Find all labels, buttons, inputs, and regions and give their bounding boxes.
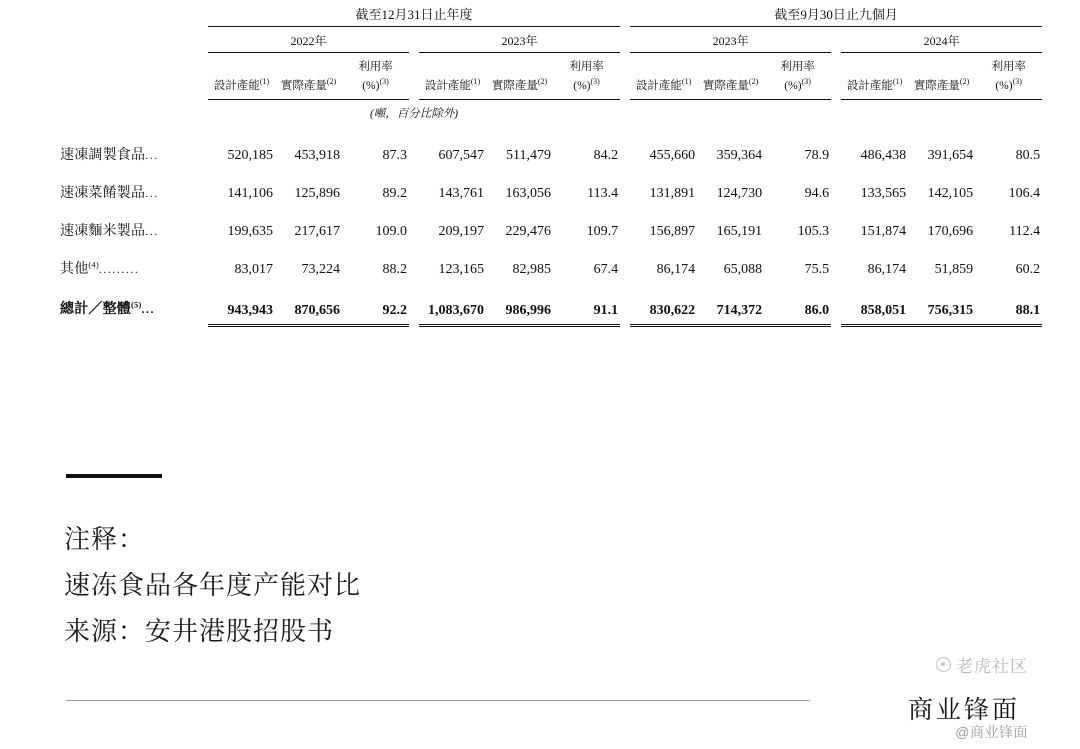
cell-value: 141,106 (227, 186, 273, 202)
col-label: 設計產能 (213, 80, 260, 93)
col-label: 實際產量 (702, 80, 749, 93)
cell-value: 714,372 (697, 287, 764, 325)
unit-note: (噸，百分比除外) (369, 108, 459, 121)
row-label-noodles-rice (60, 211, 208, 249)
cell-value: 1,083,670 (419, 287, 486, 325)
col-header-design-capacity-2024n (841, 53, 908, 100)
cell-value: 511,479 (506, 148, 551, 164)
spacer-cell (409, 287, 419, 325)
spacer-cell (60, 53, 208, 100)
spacer-cell (620, 135, 630, 173)
cell-value: 86.0 (764, 287, 831, 325)
row-label-dots: ... (145, 224, 159, 239)
cell-value: 455,660 (649, 148, 696, 164)
table-group-header-row (60, 4, 1042, 27)
cell-value: 131,891 (649, 186, 696, 202)
row-label-dots: ... (145, 148, 159, 163)
group-header-nine-months: 截至9月30日止九個月 (630, 4, 1042, 27)
notes-line-1: 速冻食品各年度产能对比 (64, 570, 362, 600)
cell-value: 60.2 (1015, 262, 1041, 278)
cell-value: 870,656 (275, 287, 342, 325)
spacer-cell (831, 211, 841, 249)
col-sup: (3) (801, 77, 811, 87)
cell-value: 123,165 (438, 262, 484, 278)
row-label-total (60, 287, 208, 325)
cell-value: 359,364 (716, 148, 763, 164)
col-header-utilization-2023n (764, 53, 831, 100)
table-unit-note-row (60, 100, 1042, 136)
col-label: 利用率 (991, 61, 1026, 73)
cell-value: 89.2 (382, 186, 407, 202)
capacity-utilization-table (60, 4, 1041, 327)
row-label-dots: ......... (98, 262, 140, 277)
cell-value: 84.2 (593, 148, 619, 164)
row-label-sup: (5) (131, 299, 142, 310)
col-label: 設計產能 (846, 80, 893, 93)
row-label-text: 速凍調製食品 (60, 148, 146, 164)
spacer-cell (60, 100, 208, 136)
row-label-others (60, 249, 208, 287)
spacer-cell (409, 27, 419, 53)
cell-value: 88.2 (382, 262, 407, 278)
cell-value: 51,859 (934, 262, 974, 278)
col-sup: (1) (681, 77, 692, 87)
table-row (60, 173, 1042, 211)
spacer-cell (620, 100, 975, 136)
col-sup: (3) (1012, 77, 1022, 87)
table-row (60, 211, 1042, 249)
col-label: 實際產量 (913, 80, 960, 93)
cell-value: 830,622 (630, 287, 697, 325)
spacer-cell (620, 27, 630, 53)
footer-divider (66, 700, 810, 701)
notes-title: 注释： (64, 524, 146, 554)
cell-value: 143,761 (438, 186, 484, 202)
cell-value: 209,197 (438, 224, 484, 240)
spacer-cell (831, 53, 841, 100)
section-divider-short (66, 474, 162, 478)
col-label: 利用率 (358, 61, 393, 73)
spacer-cell (620, 53, 630, 100)
row-label-text: 速凍麵米製品 (60, 224, 146, 240)
table-row (60, 249, 1042, 287)
spacer-cell (831, 249, 841, 287)
row-label-text: 總計／整體 (60, 302, 131, 318)
cell-value: 83,017 (234, 262, 273, 278)
spacer-cell (831, 173, 841, 211)
watermark-logo-icon (936, 657, 951, 672)
row-label-dots: ... (145, 186, 159, 201)
col-label: 實際產量 (280, 80, 327, 93)
cell-value: 163,056 (505, 186, 551, 202)
cell-value: 199,635 (227, 224, 273, 240)
spacer-cell (831, 287, 841, 325)
col-unit: (%) (784, 80, 802, 93)
cell-value: 92.2 (342, 287, 409, 325)
cell-value: 125,896 (294, 186, 340, 202)
year-header-2024-nine-months: 2024年 (841, 27, 1042, 53)
col-sup: (1) (470, 77, 481, 87)
spacer-cell (409, 135, 419, 173)
cell-value: 75.5 (804, 262, 830, 278)
cell-value: 112.4 (1009, 224, 1041, 240)
watermark-bottom: @商业锋面 (955, 724, 1028, 740)
cell-value: 217,617 (294, 224, 340, 240)
col-header-design-capacity-2023n (630, 53, 697, 100)
col-header-actual-output-2023a (486, 53, 553, 100)
cell-value: 106.4 (1008, 186, 1041, 202)
col-unit: (%) (362, 80, 380, 93)
col-header-utilization-2023a (553, 53, 620, 100)
cell-value: 142,105 (927, 186, 974, 202)
col-header-design-capacity-2022 (208, 53, 275, 100)
footer-brand: 商业锋面 (907, 696, 1020, 724)
spacer-cell (409, 249, 419, 287)
col-sup: (2) (326, 77, 337, 87)
cell-value: 453,918 (294, 148, 340, 164)
spacer-cell (620, 4, 630, 27)
col-label: 利用率 (569, 61, 604, 73)
col-header-actual-output-2023n (697, 53, 764, 100)
spacer-cell (620, 211, 630, 249)
cell-value: 520,185 (227, 148, 273, 164)
col-label: 設計產能 (424, 80, 471, 93)
spacer-cell (620, 287, 630, 325)
cell-value: 109.7 (586, 224, 619, 240)
col-header-utilization-2024n (975, 53, 1042, 100)
cell-value: 756,315 (908, 287, 975, 325)
cell-value: 151,874 (860, 224, 907, 240)
cell-value: 80.5 (1015, 148, 1041, 164)
cell-value: 607,547 (438, 148, 484, 164)
col-label: 利用率 (780, 61, 815, 73)
table-row (60, 135, 1042, 173)
cell-value: 94.6 (804, 186, 830, 202)
group-header-annual: 截至12月31日止年度 (208, 4, 620, 27)
cell-value: 86,174 (656, 262, 696, 278)
col-sup: (3) (379, 77, 389, 87)
cell-value: 943,943 (208, 287, 275, 325)
table-column-header-row (60, 53, 1042, 100)
cell-value: 986,996 (486, 287, 553, 325)
cell-value: 73,224 (301, 262, 340, 278)
notes-block (64, 516, 824, 654)
cell-value: 67.4 (593, 262, 619, 278)
col-sup: (2) (959, 77, 970, 87)
col-sup: (1) (892, 77, 903, 87)
cell-value: 170,696 (927, 224, 974, 240)
col-header-design-capacity-2023a (419, 53, 486, 100)
spacer-cell (409, 211, 419, 249)
row-label-dots: ... (141, 302, 156, 317)
cell-value: 165,191 (716, 224, 763, 240)
cell-value: 88.1 (975, 287, 1042, 325)
cell-value: 486,438 (860, 148, 907, 164)
cell-value: 113.4 (587, 186, 619, 202)
table-total-row (60, 287, 1042, 325)
cell-value: 86,174 (867, 262, 907, 278)
col-sup: (2) (537, 77, 548, 87)
col-unit: (%) (573, 80, 591, 93)
row-label-sup: (4) (88, 259, 99, 270)
cell-value: 109.0 (375, 224, 407, 240)
spacer-cell (831, 135, 841, 173)
year-header-2022: 2022年 (208, 27, 409, 53)
row-label-text: 其他 (60, 262, 89, 278)
spacer-cell (620, 249, 630, 287)
cell-value: 124,730 (716, 186, 763, 202)
cell-value: 82,985 (512, 262, 551, 278)
col-label: 設計產能 (635, 80, 682, 93)
cell-value: 229,476 (505, 224, 551, 240)
spacer-cell (620, 173, 630, 211)
spacer-cell (60, 27, 208, 53)
cell-value: 65,088 (723, 262, 763, 278)
spacer-cell (60, 4, 208, 27)
col-header-actual-output-2024n (908, 53, 975, 100)
cell-value: 91.1 (553, 287, 620, 325)
notes-line-2: 来源：安井港股招股书 (64, 616, 335, 646)
cell-value: 156,897 (649, 224, 696, 240)
spacer-cell (409, 53, 419, 100)
cell-value: 858,051 (841, 287, 908, 325)
year-header-2023-annual: 2023年 (419, 27, 620, 53)
col-unit: (%) (995, 80, 1013, 93)
spacer-cell (409, 173, 419, 211)
col-sup: (3) (590, 77, 600, 87)
cell-value: 78.9 (804, 148, 830, 164)
cell-value: 391,654 (927, 148, 974, 164)
col-label: 實際產量 (491, 80, 538, 93)
year-header-2023-nine-months: 2023年 (630, 27, 831, 53)
cell-value: 105.3 (797, 224, 830, 240)
col-header-actual-output-2022 (275, 53, 342, 100)
watermark-top-text: 老虎社区 (956, 657, 1028, 676)
watermark-top (936, 652, 1028, 677)
cell-value: 87.3 (382, 148, 407, 164)
col-header-utilization-2022 (342, 53, 409, 100)
row-label-dishes (60, 173, 208, 211)
cell-value: 133,565 (860, 186, 907, 202)
row-label-prepared-foods (60, 135, 208, 173)
spacer-cell (831, 27, 841, 53)
col-sup: (1) (259, 77, 270, 87)
col-sup: (2) (748, 77, 759, 87)
row-label-text: 速凍菜餚製品 (60, 186, 146, 202)
table-year-header-row (60, 27, 1042, 53)
